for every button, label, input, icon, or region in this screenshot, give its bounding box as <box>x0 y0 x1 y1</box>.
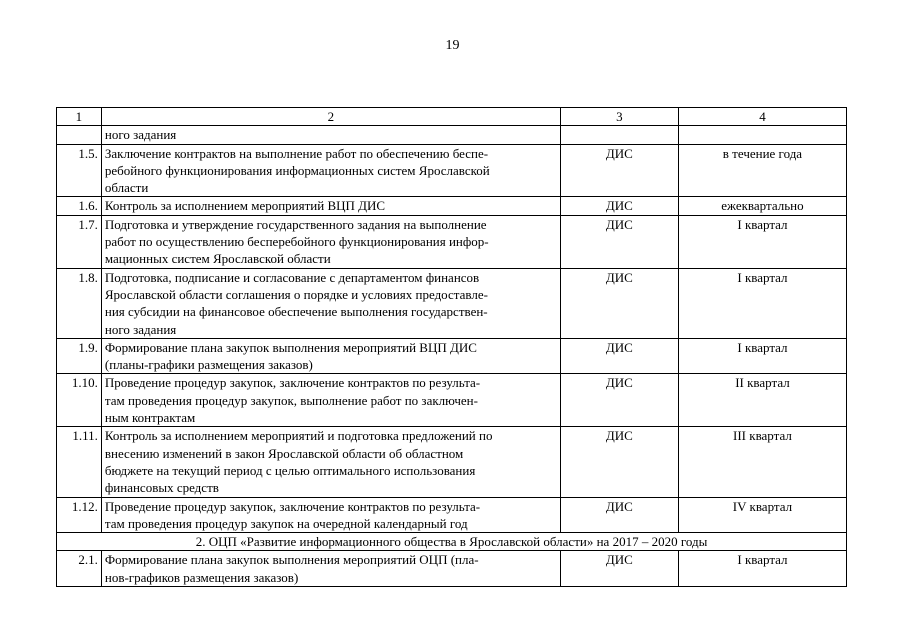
row-activity <box>101 551 560 587</box>
header-col-2: 2 <box>101 108 560 126</box>
row-number: 2.1. <box>57 551 102 587</box>
activity-text-line: области <box>104 180 149 196</box>
row-activity <box>101 427 560 497</box>
row-term: I квартал <box>678 338 846 374</box>
row-number: 1.10. <box>57 374 102 427</box>
table-row <box>57 427 847 497</box>
row-activity <box>101 374 560 427</box>
row-executor: ДИС <box>560 374 678 427</box>
row-term: I квартал <box>678 551 846 587</box>
table-row <box>57 144 847 197</box>
table-row <box>57 497 847 533</box>
row-number: 1.7. <box>57 215 102 268</box>
activity-text-line: мационных систем Ярославской области <box>104 251 331 267</box>
activities-table-body <box>57 108 847 587</box>
row-number: 1.9. <box>57 338 102 374</box>
header-col-3: 3 <box>560 108 678 126</box>
activity-text-line: Формирование плана закупок выполнения мероприятий ОЦП (пла- <box>104 552 479 568</box>
activity-text-line: Проведение процедур закупок, заключение контрактов по результа- <box>104 375 481 391</box>
table-row <box>57 338 847 374</box>
activity-text-line: (планы-графики размещения заказов) <box>104 357 313 373</box>
row-term: IV квартал <box>678 497 846 533</box>
row-activity <box>101 338 560 374</box>
row-term: I квартал <box>678 215 846 268</box>
row-activity <box>101 268 560 338</box>
header-col-1: 1 <box>57 108 102 126</box>
table-row <box>57 126 847 144</box>
row-number: 1.6. <box>57 197 102 215</box>
activity-text-line: финансовых средств <box>104 480 219 496</box>
activity-text-line: Подготовка, подписание и согласование с департаментом финансов <box>104 269 480 285</box>
table-header-row <box>57 108 847 126</box>
activity-text-line: ным контрактам <box>104 410 196 426</box>
section-title: 2. ОЦП «Развитие информационного общества в Ярославской области» на 2017 – 2020 годы <box>57 533 847 551</box>
row-executor: ДИС <box>560 144 678 197</box>
row-activity <box>101 497 560 533</box>
row-term <box>678 126 846 144</box>
row-activity <box>101 144 560 197</box>
table-row <box>57 197 847 215</box>
table-row <box>57 551 847 587</box>
activity-text-line: Контроль за исполнением мероприятий и подготовка предложений по <box>104 428 493 444</box>
row-term: III квартал <box>678 427 846 497</box>
row-term: в течение года <box>678 144 846 197</box>
row-term: ежеквартально <box>678 197 846 215</box>
row-executor: ДИС <box>560 338 678 374</box>
activity-text-line: внесению изменений в закон Ярославской области об областном <box>104 445 464 461</box>
activity-text-line: Заключение контрактов на выполнение работ по обеспечению беспе- <box>104 145 489 161</box>
row-number: 1.5. <box>57 144 102 197</box>
row-executor: ДИС <box>560 197 678 215</box>
row-number: 1.12. <box>57 497 102 533</box>
activity-text-line: ного задания <box>104 321 177 337</box>
header-col-4: 4 <box>678 108 846 126</box>
table-row <box>57 215 847 268</box>
activity-text-line: Формирование плана закупок выполнения мероприятий ВЦП ДИС <box>104 339 477 355</box>
row-executor: ДИС <box>560 551 678 587</box>
activity-text-line: Проведение процедур закупок, заключение контрактов по результа- <box>104 498 481 514</box>
row-number <box>57 126 102 144</box>
row-activity <box>101 126 560 144</box>
row-activity <box>101 215 560 268</box>
activity-text-line: работ по осуществлению бесперебойного функционирования инфор- <box>104 234 489 250</box>
row-executor: ДИС <box>560 215 678 268</box>
activities-table <box>56 107 847 587</box>
row-executor: ДИС <box>560 427 678 497</box>
row-executor <box>560 126 678 144</box>
row-number: 1.8. <box>57 268 102 338</box>
table-row <box>57 374 847 427</box>
activity-text-line: Ярославской области соглашения о порядке и условиях предоставле- <box>104 286 488 302</box>
activity-text-line: ния субсидии на финансовое обеспечение выполнения государствен- <box>104 304 488 320</box>
row-executor: ДИС <box>560 497 678 533</box>
activity-text-line: нов-графиков размещения заказов) <box>104 569 299 585</box>
row-executor: ДИС <box>560 268 678 338</box>
activity-text-line: Подготовка и утверждение государственного задания на выполнение <box>104 216 487 232</box>
table-row <box>57 268 847 338</box>
row-term: I квартал <box>678 268 846 338</box>
row-term: II квартал <box>678 374 846 427</box>
activity-text-line: там проведения процедур закупок на очередной календарный год <box>104 515 468 531</box>
activity-text-line: Контроль за исполнением мероприятий ВЦП ДИС <box>104 198 386 214</box>
activity-text-line: ного задания <box>104 127 177 143</box>
row-activity <box>101 197 560 215</box>
activity-text-line: бюджете на текущий период с целью оптимального использования <box>104 462 476 478</box>
page-number: 19 <box>445 38 460 53</box>
activity-text-line: ребойного функционирования информационных систем Ярославской <box>104 162 490 178</box>
section-heading-row <box>57 533 847 551</box>
row-number: 1.11. <box>57 427 102 497</box>
activity-text-line: там проведения процедур закупок, выполнение работ по заключен- <box>104 392 478 408</box>
